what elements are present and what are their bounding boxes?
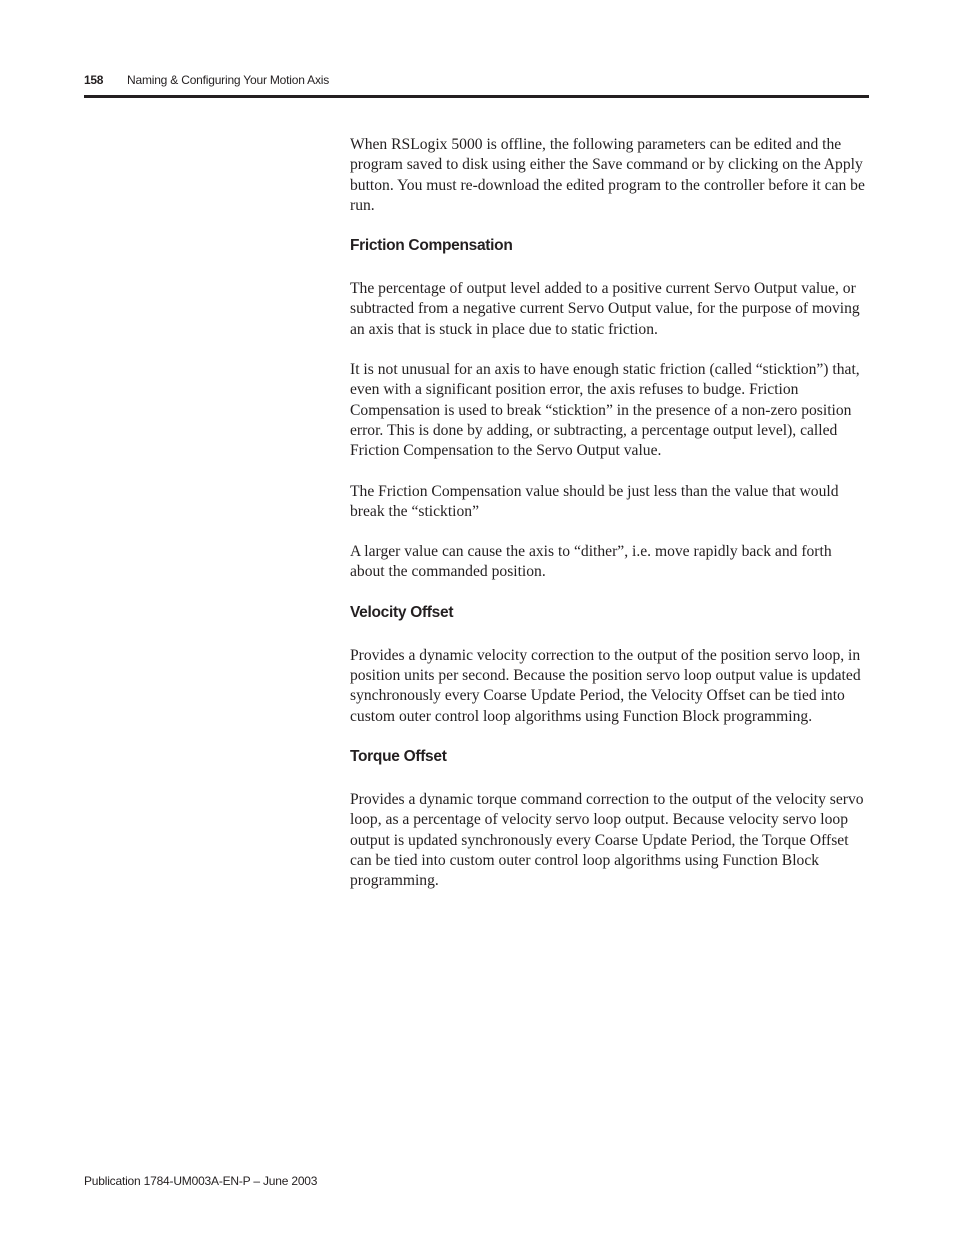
section-heading-velocity-offset: Velocity Offset xyxy=(350,603,454,621)
page-header xyxy=(84,73,869,91)
intro-paragraph: When RSLogix 5000 is offline, the following parameters can be edited and the program saved to disk using either the Save command or by clicking on the Apply button. You must re-download the edited program to the controller before it can be run. xyxy=(350,136,865,214)
section-heading-friction-compensation: Friction Compensation xyxy=(350,237,513,255)
friction-paragraph-4: A larger value can cause the axis to “dither”, i.e. move rapidly back and forth about the commanded position. xyxy=(350,543,832,581)
body-content xyxy=(350,135,870,911)
velocity-offset-paragraph: Provides a dynamic velocity correction to the output of the position servo loop, in position units per second. Because the position servo loop output value is updated synchronously every Coarse Update Period, the Velocity Offset can be tied into custom outer control loop algorithms using Function Block programming. xyxy=(350,646,861,725)
section-heading-torque-offset: Torque Offset xyxy=(350,747,447,765)
running-title: Naming & Configuring Your Motion Axis xyxy=(127,73,330,87)
page-footer: Publication 1784-UM003A-EN-P – June 2003 xyxy=(84,1174,318,1188)
friction-paragraph-2: It is not unusual for an axis to have enough static friction (called “sticktion”) that, even with a significant position error, the axis refuses to budge. Friction Compensation is used to break “sticktion” in the presence of a non-zero position error. This is done by adding, or subtracting, a percentage output level), called Friction Compensation to the Servo Output value. xyxy=(350,361,860,460)
torque-offset-paragraph: Provides a dynamic torque command correction to the output of the velocity servo loop, as a percentage of velocity servo loop output. Because velocity servo loop output is updated synchronously every Coarse Update Period, the Torque Offset can be tied into custom outer control loop algorithms using Function Block programming. xyxy=(350,790,864,890)
header-rule xyxy=(84,95,869,98)
page-number: 158 xyxy=(84,73,104,87)
friction-paragraph-3: The Friction Compensation value should be just less than the value that would break the “sticktion” xyxy=(350,482,839,520)
friction-paragraph-1: The percentage of output level added to a positive current Servo Output value, or subtracted from a negative current Servo Output value, for the purpose of moving an axis that is stuck in place due to static friction. xyxy=(350,280,860,338)
